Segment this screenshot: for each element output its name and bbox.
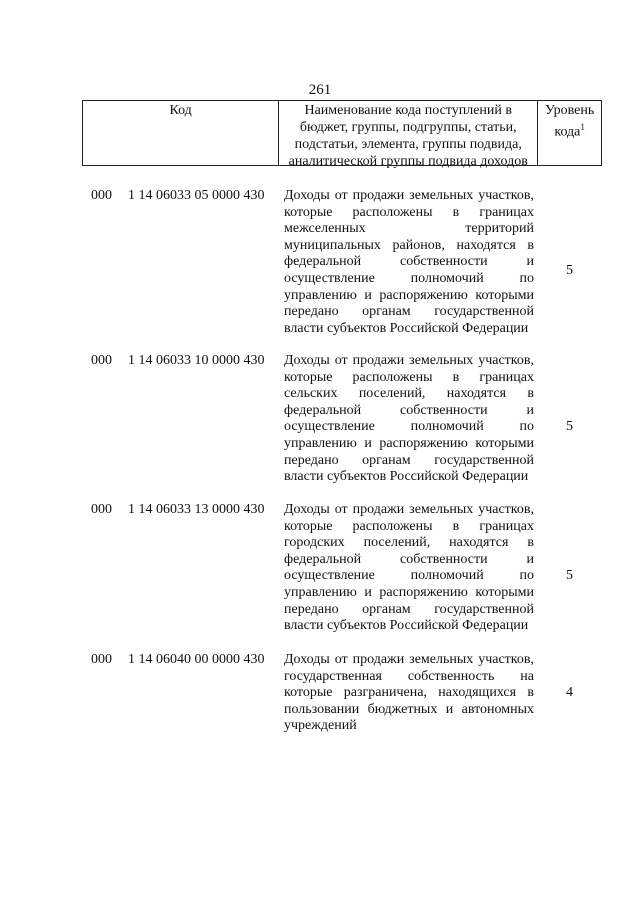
- income-description: Доходы от продажи земельных участков, которые расположены в границах сельских поселений, находятся в федеральной собственности и осуществление полномочий по управлению и распоряжению которыми передано органам государственной власти субъектов Российской Федерации: [284, 353, 534, 485]
- income-code: 1 14 06033 13 0000 430: [128, 502, 265, 517]
- income-code: 1 14 06033 10 0000 430: [128, 353, 265, 368]
- code-level: 5: [566, 419, 573, 434]
- income-description: Доходы от продажи земельных участков, государственная собственность на которые разграничена, находящихся в пользовании бюджетных и автономных учреждений: [284, 652, 534, 734]
- admin-code: 000: [91, 188, 112, 203]
- code-level: 5: [566, 263, 573, 278]
- header-name: Наименование кода поступлений в бюджет, группы, подгруппы, статьи, подстатьи, элемента, группы подвида, аналитической группы подвида доходов: [279, 101, 538, 165]
- admin-code: 000: [91, 652, 112, 667]
- income-description: Доходы от продажи земельных участков, которые расположены в границах межселенных территорий муниципальных районов, находятся в федеральной собственности и осуществление полномочий по управлению и распоряжению которыми передано органам государственной власти субъектов Российской Федерации: [284, 188, 534, 336]
- admin-code: 000: [91, 353, 112, 368]
- page-number: 261: [308, 82, 332, 98]
- code-level: 5: [566, 568, 573, 583]
- table-header: [82, 100, 602, 169]
- header-level-label: Уровень кода: [544, 103, 595, 140]
- admin-code: 000: [91, 502, 112, 517]
- header-code: Код: [83, 101, 279, 165]
- code-level: 4: [566, 685, 573, 700]
- header-level: [538, 101, 601, 165]
- income-code: 1 14 06040 00 0000 430: [128, 652, 265, 667]
- income-description: Доходы от продажи земельных участков, которые расположены в границах городских поселений, находятся в федеральной собственности и осуществление полномочий по управлению и распоряжению которыми передано органам государственной власти субъектов Российской Федерации: [284, 502, 534, 634]
- header-level-footnote: 1: [580, 122, 585, 132]
- income-code: 1 14 06033 05 0000 430: [128, 188, 265, 203]
